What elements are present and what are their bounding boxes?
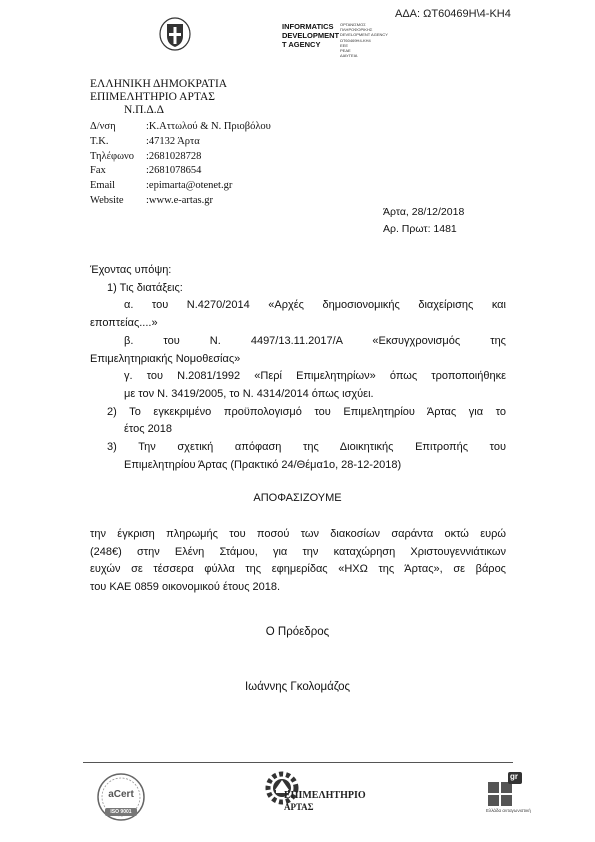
decision-heading: ΑΠΟΦΑΣΙΖΟΥΜΕ xyxy=(253,492,342,504)
org-header xyxy=(90,78,227,117)
decision-line: του ΚΑΕ 0859 οικονομικού έτους 2018. xyxy=(90,581,281,594)
item-2-line2: έτος 2018 xyxy=(124,423,173,436)
protocol-number: Αρ. Πρωτ: 1481 xyxy=(383,223,457,235)
item-c-line1: γ. του Ν.2081/1992 «Περί Επιμελητηρίων» όπως τροποποιήθηκε xyxy=(124,370,506,383)
signatory-name: Ιωάννης Γκολομάζος xyxy=(244,681,351,693)
date-protocol xyxy=(383,204,464,238)
acert-logo xyxy=(96,772,146,822)
intro-line: Έχοντας υπόψη: xyxy=(90,264,172,276)
acert-name: aCert xyxy=(108,789,134,800)
greek-emblem-icon xyxy=(158,16,192,52)
contact-value: :47132 Άρτα xyxy=(146,135,200,147)
chamber-logo-city: ΑΡΤΑΣ xyxy=(284,802,314,812)
item-a-line2: εποπτείας....» xyxy=(90,317,158,330)
it-agency-fineprint: ΟΡΓΑΝΙΣΜΟΣ ΠΛΗΡΟΦΟΡΙΚΗΣ DEVELOPMENT AGENCY ΩΤ60469Η4-ΚΗ4 EEE PEAE ΔΙΑΥΓΕΙΑ xyxy=(340,22,388,59)
acert-iso: ISO 9001 xyxy=(110,809,132,815)
decision-line: ευχών σε τέσσερα φύλλα της εφημερίδας «ΗΧΩ της Άρτας», σε βάρος xyxy=(90,563,506,576)
decision-line: την έγκριση πληρωμής του ποσού των διακοσίων σαράντα οκτώ ευρώ xyxy=(90,528,506,540)
chamber-logo xyxy=(262,768,372,820)
gr-mark: gr xyxy=(510,772,518,781)
contact-block xyxy=(90,120,350,210)
it-agency-label: INFORMATICS DEVELOPMENT T AGENCY xyxy=(282,22,340,49)
item-3-line1: 3) Την σχετική απόφαση της Διοικητικής Επιτροπής του xyxy=(107,441,506,454)
gr-caption: Ελλάδα ανταγωνιστική xyxy=(486,808,531,813)
contact-label: Τ.Κ. xyxy=(90,135,109,147)
document-body xyxy=(90,262,506,474)
contact-label: Fax xyxy=(90,165,106,177)
document-date: Άρτα, 28/12/2018 xyxy=(383,206,465,218)
greece-competitive-logo xyxy=(486,772,532,822)
item-a-line1: α. του Ν.4270/2014 «Αρχές δημοσιονομικής διαχείρισης και xyxy=(124,299,506,312)
contact-label: Δ/νση xyxy=(90,121,116,132)
contact-value: :2681028728 xyxy=(146,150,202,162)
email-value[interactable]: :epimarta@otenet.gr xyxy=(146,180,233,192)
item-b-line2: Επιμελητηριακής Νομοθεσίας» xyxy=(90,352,241,365)
legal-form: Ν.Π.Δ.Δ xyxy=(124,104,165,116)
contact-label: Email xyxy=(90,180,116,192)
contact-label: Τηλέφωνο xyxy=(90,150,134,162)
chamber-name: ΕΠΙΜΕΛΗΤΗΡΙΟ ΑΡΤΑΣ xyxy=(90,91,215,103)
item-1-title: 1) Τις διατάξεις: xyxy=(107,281,183,294)
footer-divider xyxy=(83,762,513,763)
ada-code: ΑΔΑ: ΩΤ60469Η\4-ΚΗ4 xyxy=(395,8,511,20)
item-2-line1: 2) Το εγκεκριμένο προϋπολογισμό του Επιμελητηρίου Άρτας για το xyxy=(107,405,506,418)
contact-value: :Κ.Αττωλού & Ν. Πριοβόλου xyxy=(146,121,271,132)
chamber-logo-name: ΕΠΙΜΕΛΗΤΗΡΙΟ xyxy=(284,790,366,801)
signatory-role: Ο Πρόεδρος xyxy=(265,626,330,638)
country-name: ΕΛΛΗΝΙΚΗ ΔΗΜΟΚΡΑΤΙΑ xyxy=(90,78,228,90)
contact-label: Website xyxy=(90,195,124,206)
decision-line: (248€) στην Ελένη Στάμου, για την καταχώρηση Χριστουγεννιάτικων xyxy=(90,545,506,558)
item-c-line2: με τον Ν. 3419/2005, το Ν. 4314/2014 όπως ισχύει. xyxy=(124,387,374,400)
gr-puzzle-icon xyxy=(488,772,524,806)
item-3-line2: Επιμελητηρίου Άρτας (Πρακτικό 24/Θέμα1ο, 28-12-2018) xyxy=(124,458,402,471)
website-value[interactable]: :www.e-artas.gr xyxy=(146,195,213,206)
decision-text xyxy=(90,526,506,597)
item-b-line1: β. του Ν. 4497/13.11.2017/Α «Εκσυγχρονισμός της xyxy=(124,334,506,347)
contact-value: :2681078654 xyxy=(146,165,202,177)
